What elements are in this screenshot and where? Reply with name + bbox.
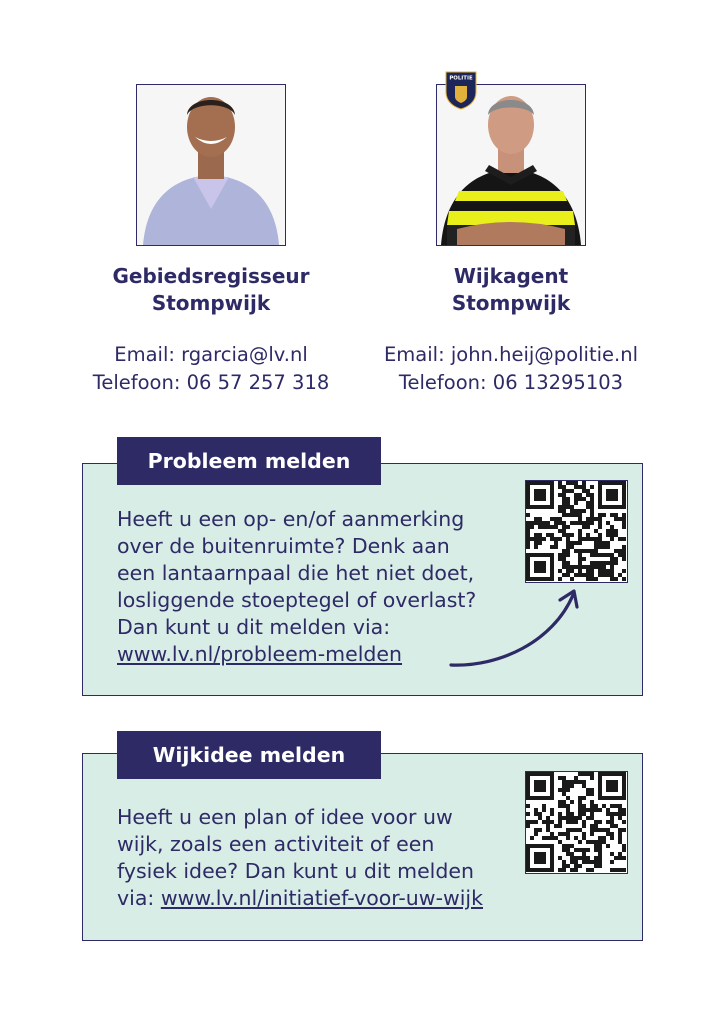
problem-report-panel <box>82 463 643 696</box>
contact-details <box>61 341 361 397</box>
phone-text[interactable]: Telefoon: 06 13295103 <box>398 371 624 394</box>
contact-wijkagent <box>361 75 661 397</box>
problem-line: losliggende stoeptegel of overlast? <box>117 588 477 612</box>
idea-link-prefix: via: <box>117 886 161 910</box>
idea-report-heading: Wijkidee melden <box>117 731 381 779</box>
problem-line: Dan kunt u dit melden via: <box>117 615 391 639</box>
problem-line: Heeft u een op- en/of aanmerking <box>117 507 465 531</box>
contact-gebiedsregisseur <box>61 84 361 397</box>
badge-text: POLITIE <box>449 75 473 82</box>
email-text[interactable]: Email: john.heij@politie.nl <box>383 343 638 366</box>
contact-role <box>61 263 361 317</box>
role-title: Gebiedsregisseur <box>112 264 310 288</box>
problem-line: over de buitenruimte? Denk aan <box>117 534 450 558</box>
email-text[interactable]: Email: rgarcia@lv.nl <box>114 343 308 366</box>
contact-details <box>361 341 661 397</box>
idea-line: Heeft u een plan of idee voor uw <box>117 805 453 829</box>
neighbourhood-idea-panel <box>82 753 643 941</box>
idea-line: wijk, zoals een activiteit of een <box>117 832 435 856</box>
portrait-photo-gebiedsregisseur <box>136 84 286 246</box>
role-title: Wijkagent <box>453 264 569 288</box>
role-area: Stompwijk <box>151 291 271 315</box>
role-area: Stompwijk <box>451 291 571 315</box>
politie-badge-icon <box>444 70 478 114</box>
idea-link-line <box>117 885 537 912</box>
problem-report-heading: Probleem melden <box>117 437 381 485</box>
qr-code-icon[interactable] <box>525 480 628 583</box>
qr-code-icon[interactable] <box>525 771 628 874</box>
idea-report-link[interactable]: www.lv.nl/initiatief-voor-uw-wijk <box>160 886 483 910</box>
idea-description <box>117 804 537 912</box>
problem-line: een lantaarnpaal die het niet doet, <box>117 561 475 585</box>
contact-role <box>361 263 661 317</box>
idea-line: fysiek idee? Dan kunt u dit melden <box>117 859 474 883</box>
curved-arrow-icon <box>449 586 583 668</box>
problem-report-link[interactable]: www.lv.nl/probleem-melden <box>117 642 403 666</box>
phone-text[interactable]: Telefoon: 06 57 257 318 <box>92 371 330 394</box>
